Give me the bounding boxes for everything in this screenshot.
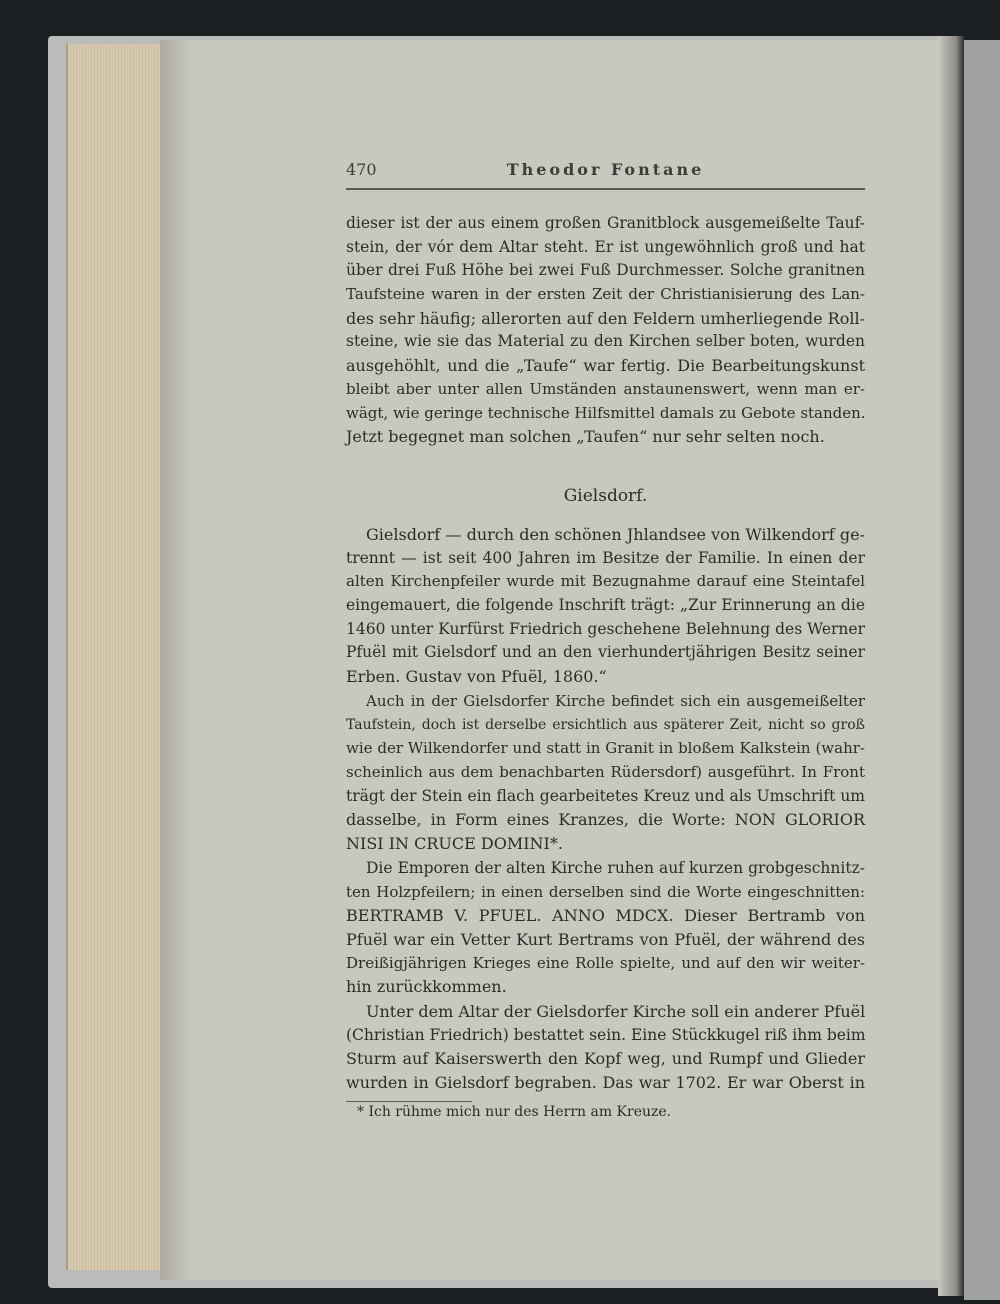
section-heading: Gielsdorf. — [563, 486, 648, 506]
page-edges — [66, 44, 164, 1270]
text-line: dasselbe, in Form eines Kranzes, die Worte: NON GLORIOR — [346, 810, 865, 830]
page-number: 470 — [346, 160, 377, 179]
text-line: steine, wie sie das Material zu den Kirchen selber boten, wurden — [346, 332, 865, 351]
text-line: Dreißigjährigen Krieges eine Rolle spielte, und auf den wir weiter- — [346, 953, 865, 972]
text-line: bleibt aber unter allen Umständen anstaunenswert, wenn man er- — [346, 379, 865, 398]
text-line: Taufsteine waren in der ersten Zeit der Christianisierung des Lan- — [346, 285, 865, 304]
text-line: trennt — ist seit 400 Jahren im Besitze der Familie. In einen der — [346, 548, 865, 567]
text-line: Erben. Gustav von Pfuël, 1860.“ — [346, 667, 607, 687]
text-line: ausgehöhlt, und die „Taufe“ war fertig. Die Bearbeitungskunst — [346, 356, 865, 376]
text-line: wie der Wilkendorfer und statt in Granit in bloßem Kalkstein (wahr- — [346, 739, 865, 758]
text-line: ten Holzpfeilern; in einen derselben sind die Worte eingeschnitten: — [346, 882, 865, 901]
paragraph-kirche — [346, 690, 865, 856]
text-line: trägt der Stein ein flach gearbeitetes Kreuz und als Umschrift um — [346, 786, 865, 805]
text-line: NISI IN CRUCE DOMINI*. — [346, 834, 563, 854]
text-line: Pfuël war ein Vetter Kurt Bertrams von Pfuël, der während des — [346, 930, 865, 950]
text-line: Sturm auf Kaiserswerth den Kopf weg, und Rumpf und Glieder — [346, 1049, 865, 1069]
text-line: wägt, wie geringe technische Hilfsmittel damals zu Gebote standen. — [346, 403, 866, 422]
text-line: (Christian Friedrich) bestattet sein. Eine Stückkugel riß ihm beim — [346, 1025, 866, 1044]
text-line: Die Emporen der alten Kirche ruhen auf kurzen grobgeschnitz- — [366, 859, 865, 877]
text-line: BERTRAMB V. PFUEL. ANNO MDCX. Dieser Bertramb von — [346, 906, 865, 926]
text-line: alten Kirchenpfeiler wurde mit Bezugnahme darauf eine Steintafel — [346, 572, 865, 591]
text-line: scheinlich aus dem benachbarten Rüdersdorf) ausgeführt. In Front — [346, 763, 865, 782]
page-gutter-shadow — [160, 40, 190, 1280]
text-line: eingemauert, die folgende Inschrift trägt: „Zur Erinnerung an die — [346, 596, 865, 615]
text-line: stein, der vór dem Altar steht. Er ist ungewöhnlich groß und hat — [346, 237, 865, 256]
text-line: Unter dem Altar der Gielsdorfer Kirche soll ein anderer Pfuël — [366, 1002, 866, 1021]
running-title: Theodor Fontane — [506, 160, 705, 179]
running-header — [346, 158, 865, 190]
text-line: Jetzt begegnet man solchen „Taufen“ nur sehr selten noch. — [346, 427, 825, 447]
text-line: Gielsdorf — durch den schönen Jhlandsee von Wilkendorf ge- — [366, 525, 865, 544]
text-line: hin zurückkommen. — [346, 977, 507, 997]
text-line: wurden in Gielsdorf begraben. Das war 1702. Er war Oberst in — [346, 1073, 865, 1093]
text-line: Taufstein, doch ist derselbe ersichtlich aus späterer Zeit, nicht so groß — [346, 716, 865, 733]
text-line: des sehr häufig; allerorten auf den Feldern umherliegende Roll- — [346, 308, 865, 328]
paragraph-gielsdorf — [346, 523, 865, 689]
text-line: Auch in der Gielsdorfer Kirche befindet sich ein ausgemeißelter — [366, 692, 865, 710]
footnote: * Ich rühme mich nur des Herrn am Kreuze. — [357, 1104, 672, 1120]
text-line: über drei Fuß Höhe bei zwei Fuß Durchmesser. Solche granitnen — [346, 261, 865, 280]
text-line: Pfuël mit Gielsdorf und an den vierhundertjährigen Besitz seiner — [346, 643, 865, 662]
page-right-edge — [938, 36, 964, 1296]
paragraph-altar — [346, 1000, 865, 1095]
text-line: 1460 unter Kurfürst Friedrich geschehene Belehnung des Werner — [346, 619, 865, 638]
adjacent-book — [964, 40, 1000, 1300]
footnote-rule — [346, 1101, 472, 1102]
paragraph-taufstein — [346, 212, 865, 449]
paragraph-emporen — [346, 857, 865, 999]
text-line: dieser ist der aus einem großen Granitblock ausgemeißelte Tauf- — [346, 214, 865, 232]
